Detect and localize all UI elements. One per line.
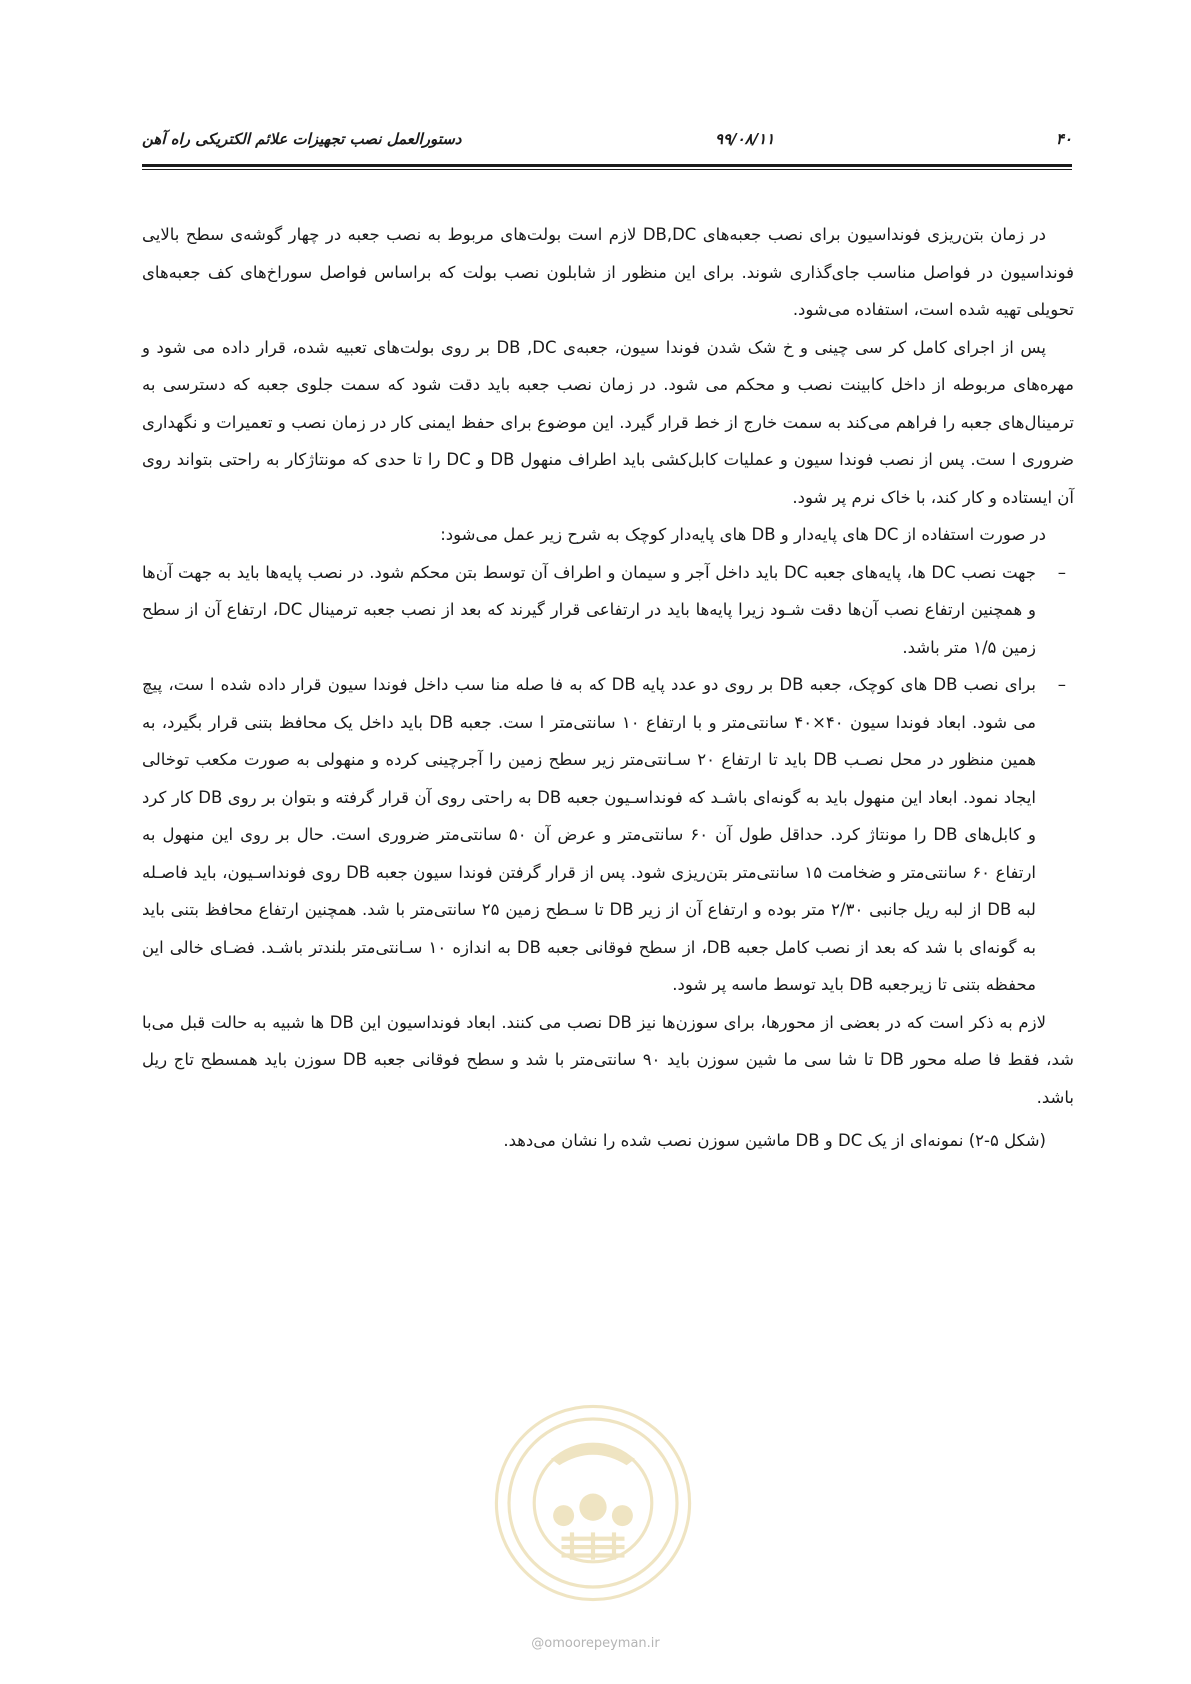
- list-item-text: جهت نصب DC ها، پایه‌های جعبه DC باید داخل آجر و سیمان و اطراف آن توسط بتن محکم شود. در نصب پایه‌ها باید به جهت آن‌ها و همچنین ارتفاع نصب آن‌ها دقت شـود زیرا پایه‌ها باید در ارتفاعی قرار گیرند که بعد از نصب جعبه ترمینال DC، ارتفاع آن از سطح زمین ۱/۵ متر باشد.: [142, 562, 1036, 657]
- bullet-dash-icon: –: [1057, 562, 1066, 582]
- bullet-dash-icon: –: [1057, 675, 1066, 694]
- list-item: [142, 666, 1074, 1004]
- seal-watermark-icon: [488, 1398, 698, 1608]
- header-rule-thin: [142, 169, 1072, 170]
- list-item: [142, 554, 1074, 667]
- page-header: [142, 124, 1072, 154]
- list-item-text: برای نصب DB های کوچک، جعبه DB بر روی دو عدد پایه DB که به فا صله منا سب داخل فوندا سیون قرار داده شده ا ست، پیچ می شود. ابعاد فوندا سیون ۴۰×۴۰ سانتی‌متر و با ارتفاع ۱۰ سانتی‌متر ا ست. جعبه DB باید داخل یک محافظ بتنی قرار بگیرد، به همین منظور در محل نصـب DB باید تا ارتفاع ۲۰ سـانتی‌متر زیر سطح زمین را آجرچینی کرده و منهولی به صورت مکعب توخالی ایجاد نمود. ابعاد این منهول باید به گونه‌ای باشـد که فونداسـیون جعبه DB به راحتی روی آن قرار گرفته و بتوان بر روی DB کار کرد و کابل‌های DB را مونتاژ کرد. حداقل طول آن ۶۰ سانتی‌متر و عرض آن ۵۰ سانتی‌متر ضروری است. حال بر روی این منهول به ارتفاع ۶۰ سانتی‌متر و ضخامت ۱۵ سانتی‌متر بتن‌ریزی شود. پس از قرار گرفتن فوندا سیون جعبه DB روی فونداسـیون، باید فاصـله لبه DB از لبه ریل جانبی ۲/۳۰ متر بوده و ارتفاع آن از زیر DB تا سـطح زمین ۲۵ سانتی‌متر با شد. همچنین ارتفاع محافظ بتنی باید به گونه‌ای با شد که بعد از نصب کامل جعبه DB، از سطح فوقانی جعبه DB به اندازه ۱۰ سـانتی‌متر بلندتر باشـد. فضـای خالی این محفظه بتنی تا زیرجعبه DB باید توسط ماسه پر شود.: [142, 675, 1037, 994]
- figure-caption: (شکل ۵-۲) نمونه‌ای از یک DC و DB ماشین سوزن نصب شده را نشان می‌دهد.: [503, 1131, 1046, 1150]
- paragraph-3: در صورت استفاده از DC های پایه‌دار و DB های پایه‌دار کوچک به شرح زیر عمل می‌شود:: [440, 525, 1046, 544]
- paragraph-2: پس از اجرای کامل کر سی چینی و خ شک شدن فوندا سیون، جعبه‌ی DB ,DC بر روی بولت‌های تعبیه شده، قرار داده می شود و مهره‌های مربوطه از داخل کابینت نصب و محکم می شود. در زمان نصب جعبه باید دقت شود که سمت جلوی جعبه که دسترسی به ترمینال‌های جعبه را فراهم می‌کند به سمت خارج از خط قرار گیرد. این موضوع برای حفظ ایمنی کار در زمان نصب و تعمیرات و نگهداری ضروری ا ست. پس از نصب فوندا سیون و عملیات کابل‌کشی باید اطراف منهول DB و DC را تا حدی که مونتاژکار به راحتی بتواند روی آن ایستاده و کار کند، با خاک نرم پر شود.: [142, 337, 1074, 507]
- page-number: ۴۰: [1055, 130, 1072, 148]
- header-rule-thick: [142, 164, 1072, 167]
- paragraph-closing: لازم به ذکر است که در بعضی از محورها، برای سوزن‌ها نیز DB نصب می کنند. ابعاد فونداسیون این DB ها شبیه به حالت قبل می‌با شد، فقط فا صله محور DB تا شا سی ما شین سوزن باید ۹۰ سانتی‌متر با شد و سطح فوقانی جعبه DB سوزن باید همسطح تاج ریل باشد.: [142, 1012, 1074, 1107]
- header-date: ۹۹/۰۸/۱۱: [715, 130, 775, 148]
- header-title: دستورالعمل نصب تجهیزات علائم الکتریکی راه آهن: [142, 130, 462, 148]
- watermark-url: @omoorepeyman.ir: [531, 1636, 660, 1651]
- body-text: [142, 216, 1074, 1160]
- paragraph-1: در زمان بتن‌ریزی فونداسیون برای نصب جعبه‌های DB,DC لازم است بولت‌های مربوط به نصب جعبه در چهار گوشه‌ی سطح بالایی فونداسیون در فواصل مناسب جای‌گذاری شوند. برای این منظور از شابلون نصب بولت که براساس فواصل سوراخ‌های کف جعبه‌های تحویلی تهیه شده است، استفاده می‌شود.: [142, 225, 1074, 319]
